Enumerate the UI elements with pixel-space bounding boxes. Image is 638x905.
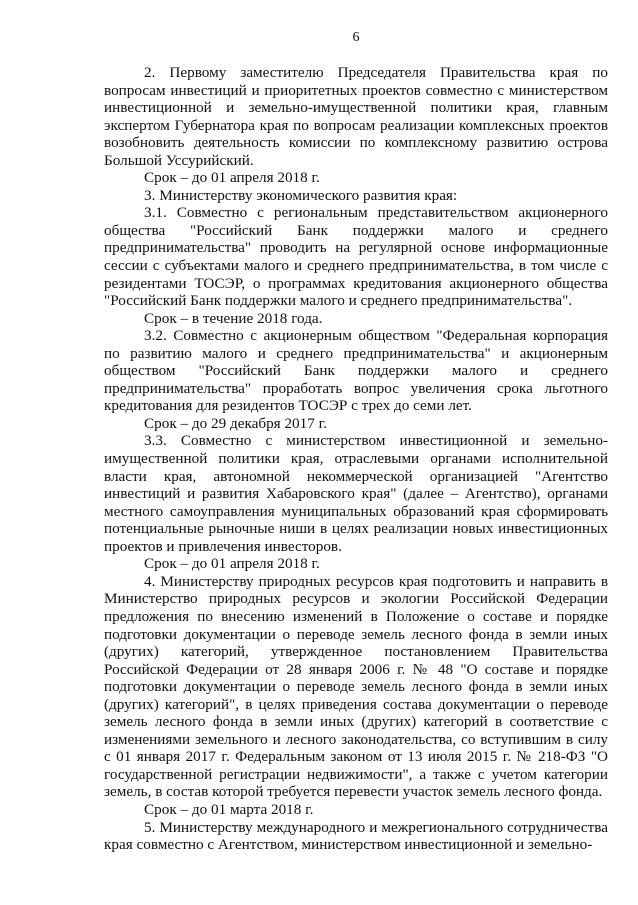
- paragraph-3-2: 3.2. Совместно с акционерным обществом "Федеральная корпорация по развитию малого и среднего предпринимательства" и акционерным обществом "Российский Банк поддержки малого и среднего предпринимательства" проработать вопрос увеличения срока льготного кредитования для резидентов ТОСЭР с трех до семи лет.: [104, 327, 608, 415]
- paragraph-5: 5. Министерству международного и межрегионального сотрудничества края совместно с Агентством, министерством инвестиционной и земельно-: [104, 818, 608, 854]
- deadline-3-1: Срок – в течение 2018 года.: [144, 309, 323, 327]
- document-body: [104, 64, 608, 854]
- paragraph-2: 2. Первому заместителю Председателя Правительства края по вопросам инвестиций и приоритетных проектов совместно с министерством инвестиционной и земельно-имущественной политики края, главным экспертом Губернатора края по вопросам реализации комплексных проектов возобновить деятельность комиссии по комплексному развитию острова Большой Уссурийский.: [104, 64, 608, 169]
- paragraph-4: 4. Министерству природных ресурсов края подготовить и направить в Министерство природных ресурсов и экологии Российской Федерации предложения по внесению изменений в Положение о составе и порядке подготовки документации о переводе земель лесного фонда в земли иных (других) категорий, утвержденное постановлением Правительства Российской Федерации от 28 января 2006 г. № 48 "О составе и порядке подготовки документации о переводе земель лесного фонда в земли иных (других) категорий", в целях приведения состава документации о переводе земель лесного фонда в земли иных (других) категорий в соответствие с изменениями земельного и лесного законодательства, со вступившим в силу с 01 января 2017 г. Федеральным законом от 13 июля 2015 г. № 218-ФЗ "О государственной регистрации недвижимости", а также с учетом категории земель, в состав которой требуется перевести участок земель лесного фонда.: [104, 572, 608, 801]
- deadline-2: Срок – до 01 апреля 2018 г.: [144, 169, 320, 187]
- paragraph-3-1: 3.1. Совместно с региональным представительством акционерного общества "Российский Банк поддержки малого и среднего предпринимательства" проводить на регулярной основе информационные сессии с субъектами малого и среднего предпринимательства, в том числе с резидентами ТОСЭР, о программах кредитования акционерного общества "Российский Банк поддержки малого и среднего предпринимательства".: [104, 204, 608, 310]
- paragraph-3-3: 3.3. Совместно с министерством инвестиционной и земельно-имущественной политики края, отраслевыми органами исполнительной власти края, автономной некоммерческой организацией "Агентство инвестиций и развития Хабаровского края" (далее – Агентство), органами местного самоуправления муниципальных образований края сформировать потенциальные рыночные ниши в целях реализации новых инвестиционных проектов и привлечения инвесторов.: [104, 432, 608, 555]
- page-number: 6: [352, 30, 360, 45]
- paragraph-3: 3. Министерству экономического развития края:: [144, 186, 458, 204]
- deadline-3-2: Срок – до 29 декабря 2017 г.: [144, 414, 327, 432]
- deadline-3-3: Срок – до 01 апреля 2018 г.: [144, 555, 320, 573]
- deadline-4: Срок – до 01 марта 2018 г.: [144, 800, 314, 818]
